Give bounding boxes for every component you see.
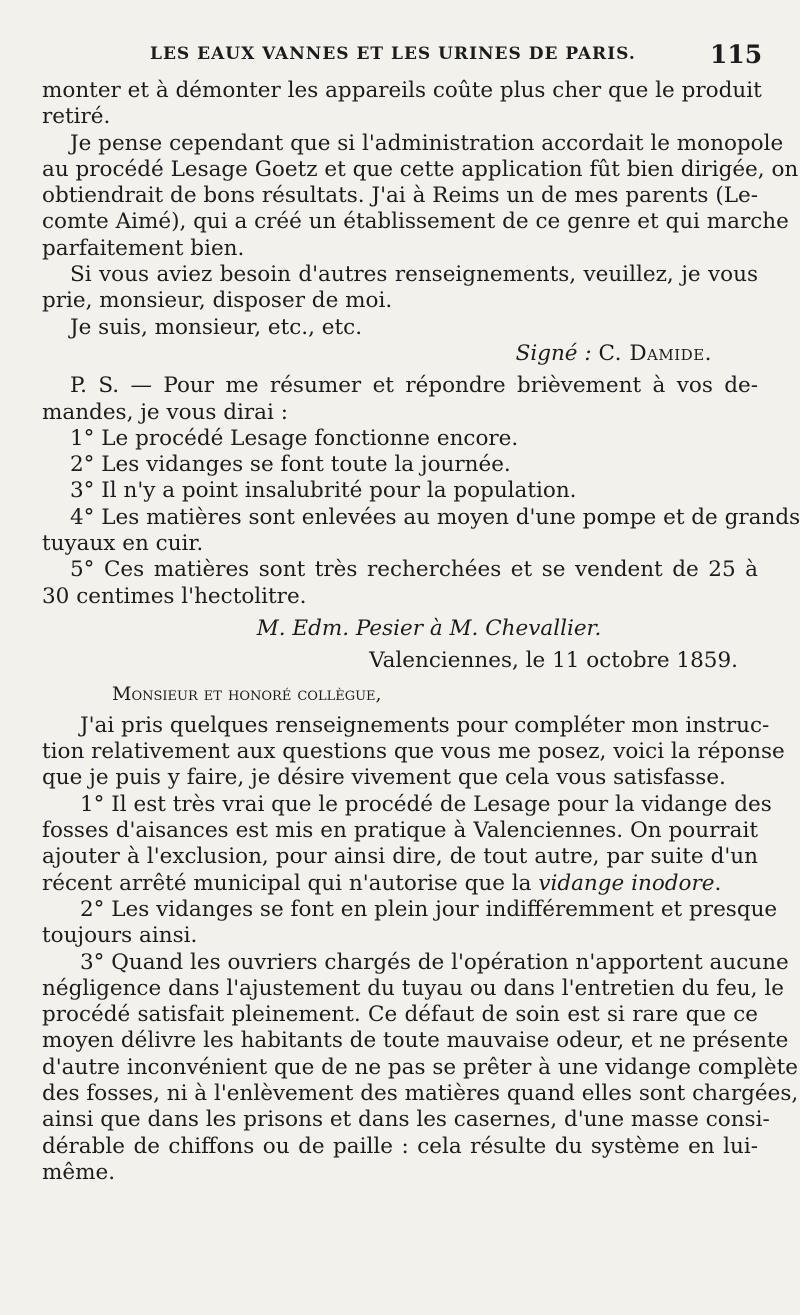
text-line: toujours ainsi.	[42, 923, 198, 949]
text-line: ainsi que dans les prisons et dans les casernes, d'une masse consi-	[42, 1107, 770, 1133]
list-item: 1° Le procédé Lesage fonctionne encore.	[70, 425, 519, 451]
salutation: Monsieur et honoré collègue,	[112, 682, 382, 705]
text-line: prie, monsieur, disposer de moi.	[42, 288, 393, 314]
text-line: retiré.	[42, 104, 111, 130]
text-line: moyen délivre les habitants de toute mauvaise odeur, et ne présente	[42, 1028, 789, 1054]
text-line: au procédé Lesage Goetz et que cette application fût bien dirigée, on	[42, 156, 799, 182]
letter-heading: M. Edm. Pesier à M. Chevallier.	[256, 615, 602, 641]
running-title: LES EAUX VANNES ET LES URINES DE PARIS.	[150, 44, 636, 64]
text-line: 30 centimes l'hectolitre.	[42, 583, 307, 609]
text-line: dérable de chiffons ou de paille : cela résulte du système en lui-	[42, 1133, 758, 1159]
text-line: 2° Les vidanges se font en plein jour indifféremment et presque	[80, 896, 778, 922]
dateline: Valenciennes, le 11 octobre 1859.	[369, 648, 738, 674]
text-line: tion relativement aux questions que vous me posez, voici la réponse	[42, 739, 785, 765]
text-line: Si vous aviez besoin d'autres renseignements, veuillez, je vous	[70, 262, 758, 288]
text-line: ajouter à l'exclusion, pour ainsi dire, de tout autre, par suite d'un	[42, 844, 758, 870]
list-item: 5° Ces matières sont très recherchées et se vendent de 25 à	[70, 557, 758, 583]
text-line: Je suis, monsieur, etc., etc.	[70, 314, 363, 340]
text-segment: récent arrêté municipal qui n'autorise que la	[42, 870, 532, 896]
text-line: négligence dans l'ajustement du tuyau ou dans l'entretien du feu, le	[42, 975, 784, 1001]
italic-phrase: vidange inodore	[538, 870, 715, 896]
page-header	[0, 38, 800, 78]
list-item: 3° Il n'y a point insalubrité pour la population.	[70, 478, 577, 504]
text-line	[42, 871, 758, 897]
text-line: des fosses, ni à l'enlèvement des matières quand elles sont chargées,	[42, 1080, 799, 1106]
text-line: d'autre inconvénient que de ne pas se prêter à une vidange complète	[42, 1054, 798, 1080]
signature-line	[42, 341, 758, 367]
signe-label: Signé :	[515, 340, 592, 366]
text-line: mandes, je vous dirai :	[42, 399, 288, 425]
signer-name: C. Damide.	[598, 340, 712, 366]
text-line: même.	[42, 1159, 116, 1185]
text-line: P. S. — Pour me résumer et répondre brièvement à vos de-	[70, 373, 758, 399]
text-line: que je puis y faire, je désire vivement que cela vous satisfasse.	[42, 765, 726, 791]
list-item: 4° Les matières sont enlevées au moyen d'une pompe et de grands	[70, 504, 800, 530]
list-item: 2° Les vidanges se font toute la journée.	[70, 452, 511, 478]
text-line: 3° Quand les ouvriers chargés de l'opération n'apportent aucune	[80, 949, 789, 975]
text-line: J'ai pris quelques renseignements pour compléter mon instruc-	[80, 712, 770, 738]
text-line: fosses d'aisances est mis en pratique à Valenciennes. On pourrait	[42, 818, 758, 844]
text-line: tuyaux en cuir.	[42, 531, 204, 557]
text-line: monter et à démonter les appareils coûte plus cher que le produit	[42, 78, 762, 103]
text-line: Je pense cependant que si l'administration accordait le monopole	[70, 130, 784, 156]
text-line: parfaitement bien.	[42, 235, 245, 261]
text-line: obtiendrait de bons résultats. J'ai à Reims un de mes parents (Le-	[42, 183, 758, 209]
period: .	[714, 870, 722, 896]
page-body	[42, 78, 800, 1186]
text-line: comte Aimé), qui a créé un établissement de ce genre et qui marche	[42, 209, 789, 235]
text-line: procédé satisfait pleinement. Ce défaut de soin est si rare que ce	[42, 1002, 758, 1028]
text-line: 1° Il est très vrai que le procédé de Lesage pour la vidange des	[80, 791, 772, 817]
page-number: 115	[710, 40, 763, 69]
